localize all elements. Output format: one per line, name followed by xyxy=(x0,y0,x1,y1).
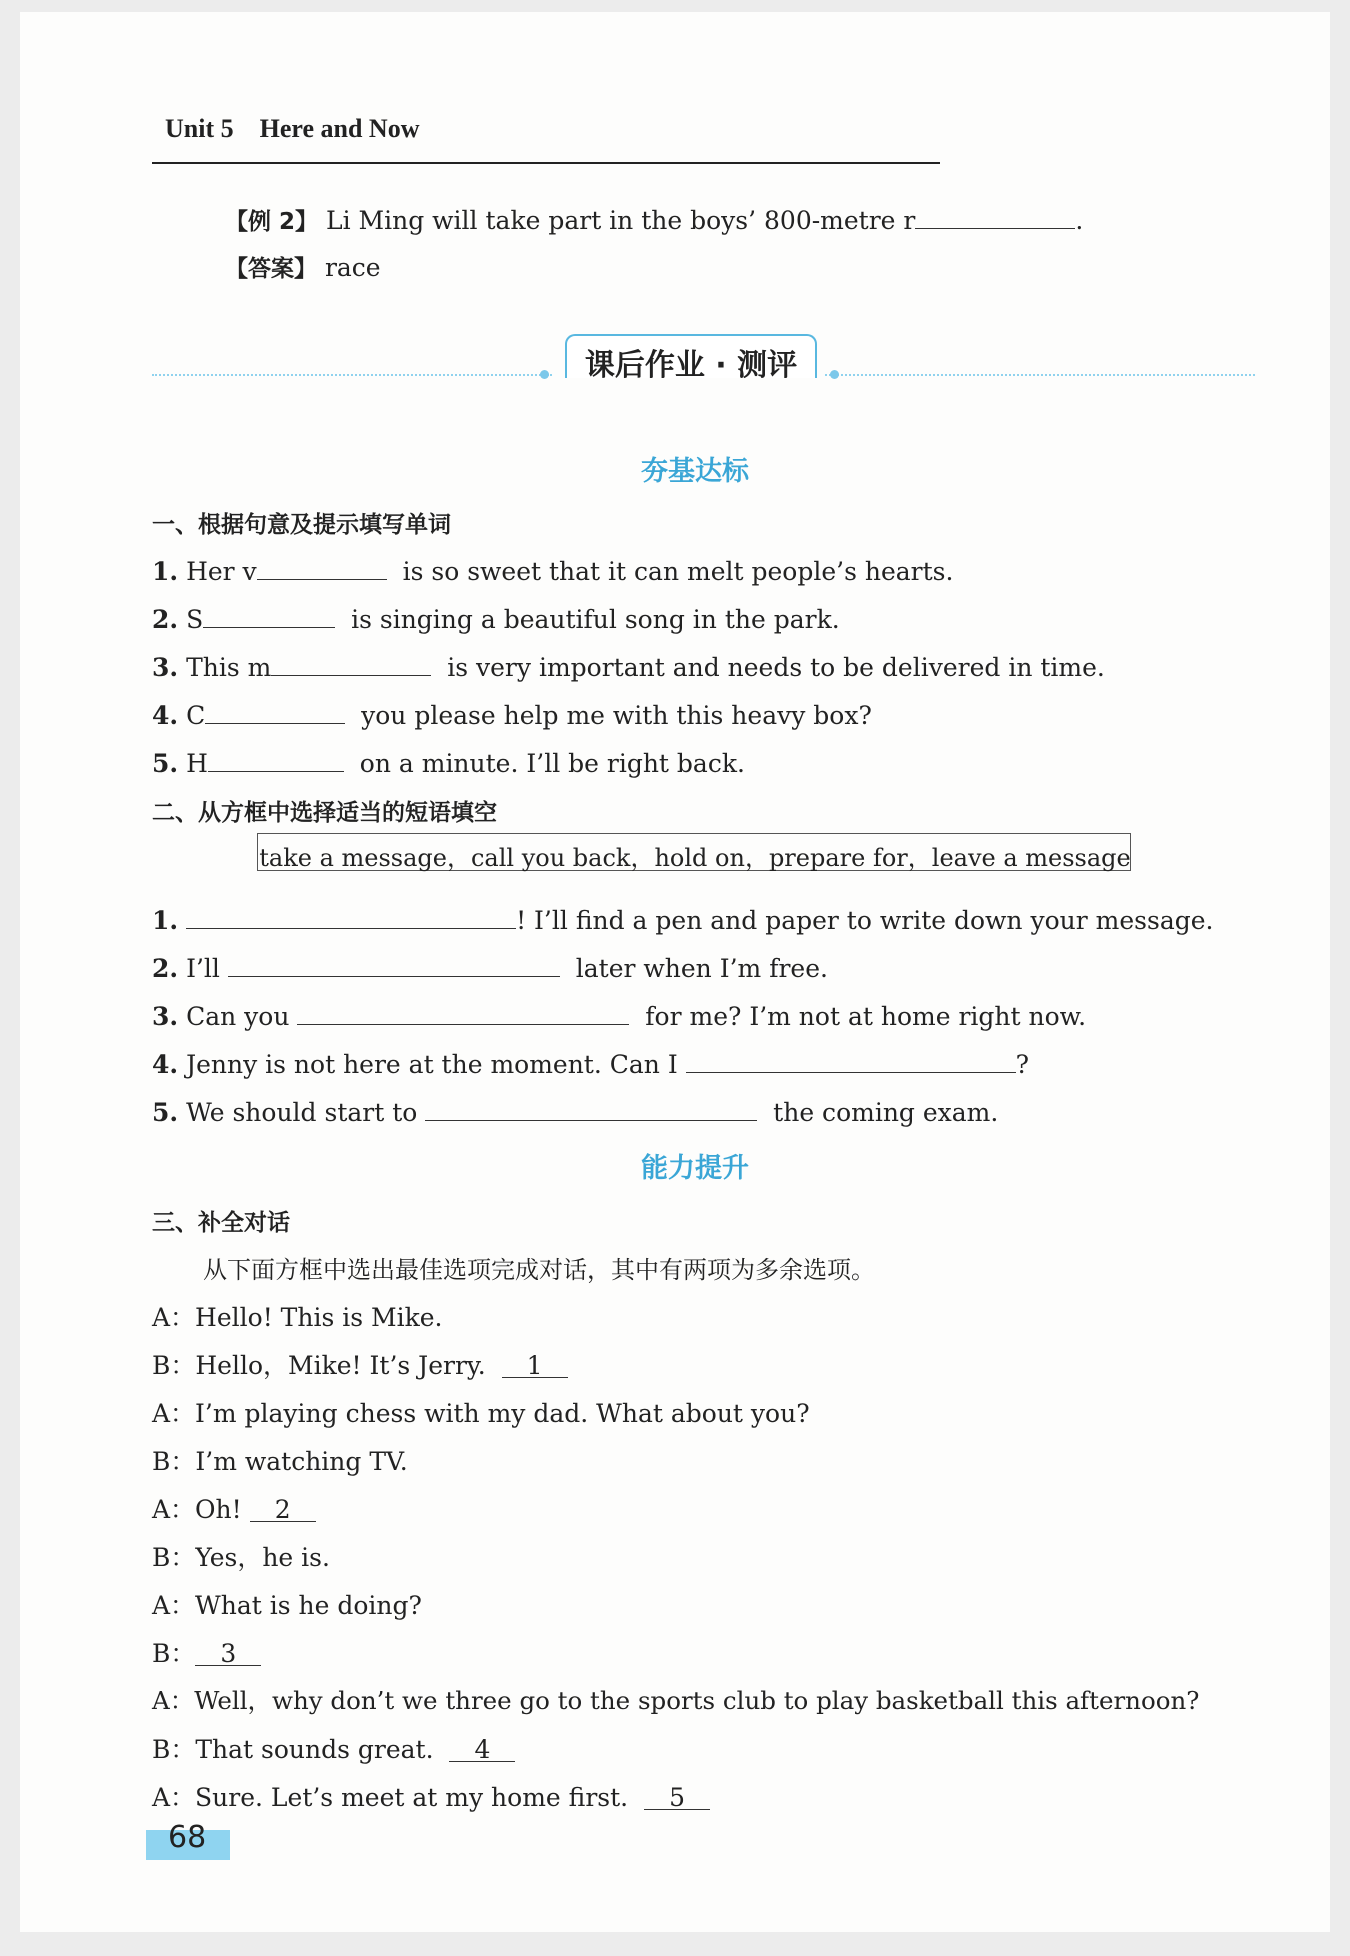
phrase-options: take a message，call you back，hold on，prepare for，leave a message xyxy=(259,844,1131,872)
section-title-basic: 夯基达标 xyxy=(641,456,749,487)
item-text: for me? I’m not at home right now. xyxy=(645,1002,1087,1031)
dialogue-line-3 xyxy=(152,1394,810,1430)
part2-item-1 xyxy=(152,902,1213,935)
item-text: I’ll xyxy=(186,954,220,983)
banner-line-left xyxy=(152,374,552,377)
part1-item-1 xyxy=(152,553,953,586)
item-number: 1. xyxy=(152,906,179,935)
item-text: is so sweet that it can melt people’s hearts. xyxy=(402,557,954,586)
answer-line xyxy=(225,250,381,283)
item-hint: H xyxy=(186,749,208,778)
answer-blank[interactable] xyxy=(425,1094,757,1121)
item-number: 4. xyxy=(152,701,179,730)
example-period: . xyxy=(1075,206,1084,235)
dialogue-text: A：Sure. Let’s meet at my home first. xyxy=(152,1783,629,1812)
banner-line-right xyxy=(825,374,1255,377)
part2-item-4 xyxy=(152,1046,1029,1079)
header-rule xyxy=(152,162,940,164)
item-number: 1. xyxy=(152,557,179,586)
item-number: 5. xyxy=(152,749,179,778)
dialogue-blank[interactable]: 3 xyxy=(195,1639,261,1666)
example-sentence: Li Ming will take part in the boys’ 800-metre r xyxy=(325,206,916,235)
example-label: 【例 2】 xyxy=(225,209,319,235)
dialogue-text: B：I’m watching TV. xyxy=(152,1447,408,1476)
dialogue-line-7 xyxy=(152,1586,422,1622)
banner-title: 课后作业 · 测评 xyxy=(584,348,798,383)
item-number: 2. xyxy=(152,954,179,983)
item-text: ? xyxy=(1015,1050,1030,1079)
dialogue-text: B：That sounds great. xyxy=(152,1735,434,1764)
answer-blank[interactable] xyxy=(257,553,387,580)
part2-item-5 xyxy=(152,1094,998,1127)
dialogue-blank[interactable]: 1 xyxy=(502,1351,568,1378)
answer-blank[interactable] xyxy=(186,902,516,929)
example-blank[interactable] xyxy=(915,202,1075,229)
item-text: you please help me with this heavy box? xyxy=(361,701,872,730)
part3-heading: 三、补全对话 xyxy=(152,1210,290,1236)
item-text: is very important and needs to be delivered in time. xyxy=(447,653,1105,682)
section-title-advanced: 能力提升 xyxy=(641,1153,749,1184)
dialogue-line-4 xyxy=(152,1442,408,1478)
item-number: 4. xyxy=(152,1050,179,1079)
dialogue-text: A：What is he doing? xyxy=(152,1591,422,1620)
dialogue-line-6 xyxy=(152,1538,330,1574)
dialogue-line-5 xyxy=(152,1490,316,1526)
answer-label: 【答案】 xyxy=(225,256,317,282)
answer-blank[interactable] xyxy=(208,745,344,772)
dialogue-blank[interactable]: 2 xyxy=(250,1495,316,1522)
item-number: 3. xyxy=(152,1002,179,1031)
banner-dot xyxy=(540,370,549,379)
unit-title: Here and Now xyxy=(259,114,420,143)
dialogue-line-11 xyxy=(152,1778,710,1814)
dialogue-line-10 xyxy=(152,1730,515,1766)
example-line xyxy=(225,202,1083,236)
item-number: 5. xyxy=(152,1098,179,1127)
dialogue-blank[interactable]: 4 xyxy=(449,1735,515,1762)
dialogue-text: B：Hello，Mike! It’s Jerry. xyxy=(152,1351,486,1380)
part1-item-5 xyxy=(152,745,745,778)
answer-blank[interactable] xyxy=(686,1046,1016,1073)
answer-blank[interactable] xyxy=(228,950,560,977)
answer-blank[interactable] xyxy=(271,649,431,676)
item-text: the coming exam. xyxy=(773,1098,999,1127)
part1-item-3 xyxy=(152,649,1105,682)
dialogue-blank[interactable]: 5 xyxy=(644,1783,710,1810)
workbook-page xyxy=(20,12,1330,1932)
item-text: later when I’m free. xyxy=(575,954,828,983)
item-hint: S xyxy=(186,605,204,634)
part2-item-2 xyxy=(152,950,828,983)
unit-label: Unit 5 xyxy=(165,114,234,143)
unit-header xyxy=(165,114,419,144)
item-number: 2. xyxy=(152,605,179,634)
dialogue-text: A：Hello! This is Mike. xyxy=(152,1303,443,1332)
part1-item-4 xyxy=(152,697,872,730)
item-number: 3. xyxy=(152,653,179,682)
answer-blank[interactable] xyxy=(203,601,335,628)
dialogue-text: B：Yes，he is. xyxy=(152,1543,330,1572)
answer-blank[interactable] xyxy=(205,697,345,724)
dialogue-text: A：Well，why don’t we three go to the sports club to play basketball this afternoon? xyxy=(152,1686,1200,1715)
item-text: ! I’ll find a pen and paper to write down your message. xyxy=(516,906,1214,935)
dialogue-line-1 xyxy=(152,1298,443,1334)
item-hint: C xyxy=(186,701,206,730)
banner-dot xyxy=(830,370,839,379)
item-text: is singing a beautiful song in the park. xyxy=(351,605,840,634)
item-text: Can you xyxy=(186,1002,290,1031)
part2-item-3 xyxy=(152,998,1086,1031)
item-hint: This m xyxy=(186,653,272,682)
item-text: on a minute. I’ll be right back. xyxy=(359,749,745,778)
item-hint: Her v xyxy=(186,557,257,586)
part1-heading: 一、根据句意及提示填写单词 xyxy=(152,512,451,538)
dialogue-line-2 xyxy=(152,1346,568,1382)
part2-heading: 二、从方框中选择适当的短语填空 xyxy=(152,800,497,826)
dialogue-text: A：I’m playing chess with my dad. What about you? xyxy=(152,1399,810,1428)
dialogue-line-8 xyxy=(152,1634,261,1670)
part1-item-2 xyxy=(152,601,840,634)
part3-instruction: 从下面方框中选出最佳选项完成对话，其中有两项为多余选项。 xyxy=(203,1256,875,1284)
page-number: 68 xyxy=(168,1820,207,1855)
dialogue-text: B： xyxy=(152,1639,196,1668)
item-text: We should start to xyxy=(186,1098,418,1127)
dialogue-text: A：Oh! xyxy=(152,1495,242,1524)
dialogue-line-9 xyxy=(152,1682,1199,1717)
answer-blank[interactable] xyxy=(297,998,629,1025)
answer-value: race xyxy=(324,253,381,282)
item-text: Jenny is not here at the moment. Can I xyxy=(186,1050,678,1079)
